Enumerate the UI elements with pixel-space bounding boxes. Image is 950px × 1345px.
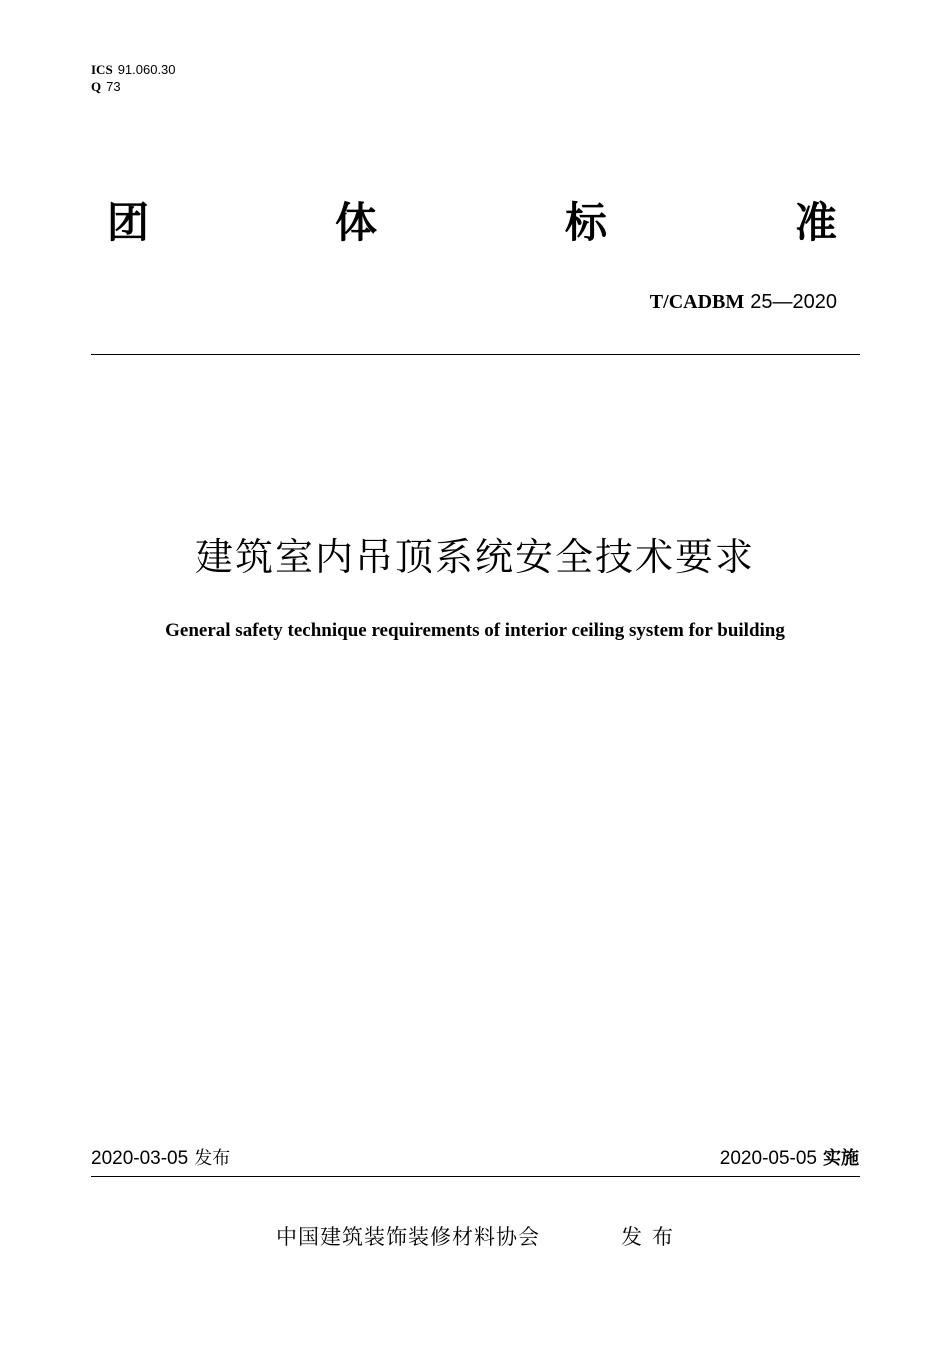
ics-label: ICS [91,62,113,77]
top-divider [91,354,860,355]
issue-date-line [91,1145,230,1172]
publisher-action: 发布 [621,1225,683,1249]
standard-type-char-4: 准 [795,198,838,247]
ics-code [91,62,176,79]
implementation-date: 2020-05-05 [719,1148,817,1169]
ccs-code [91,79,121,96]
bottom-divider [91,1176,860,1177]
issue-action: 发布 [194,1148,231,1169]
standard-number [650,288,837,315]
title-chinese: 建筑室内吊顶系统安全技术要求 [194,535,755,579]
standard-type-char-3: 标 [565,198,608,247]
standard-number-value: 25—2020 [750,291,837,313]
standard-type-char-2: 体 [335,198,378,247]
standard-number-prefix: T/CADBM [649,291,745,313]
standard-type-char-1: 团 [107,198,150,247]
title-english: General safety technique requirements of interior ceiling system for building [165,620,785,641]
ccs-label: Q [91,79,102,94]
implementation-date-line [720,1145,859,1172]
implementation-action: 实施 [823,1148,859,1169]
ccs-value: 73 [106,79,121,94]
ics-value: 91.060.30 [117,62,176,77]
issue-date: 2020-03-05 [91,1148,189,1169]
publisher-name: 中国建筑装饰装修材料协会 [276,1225,540,1249]
